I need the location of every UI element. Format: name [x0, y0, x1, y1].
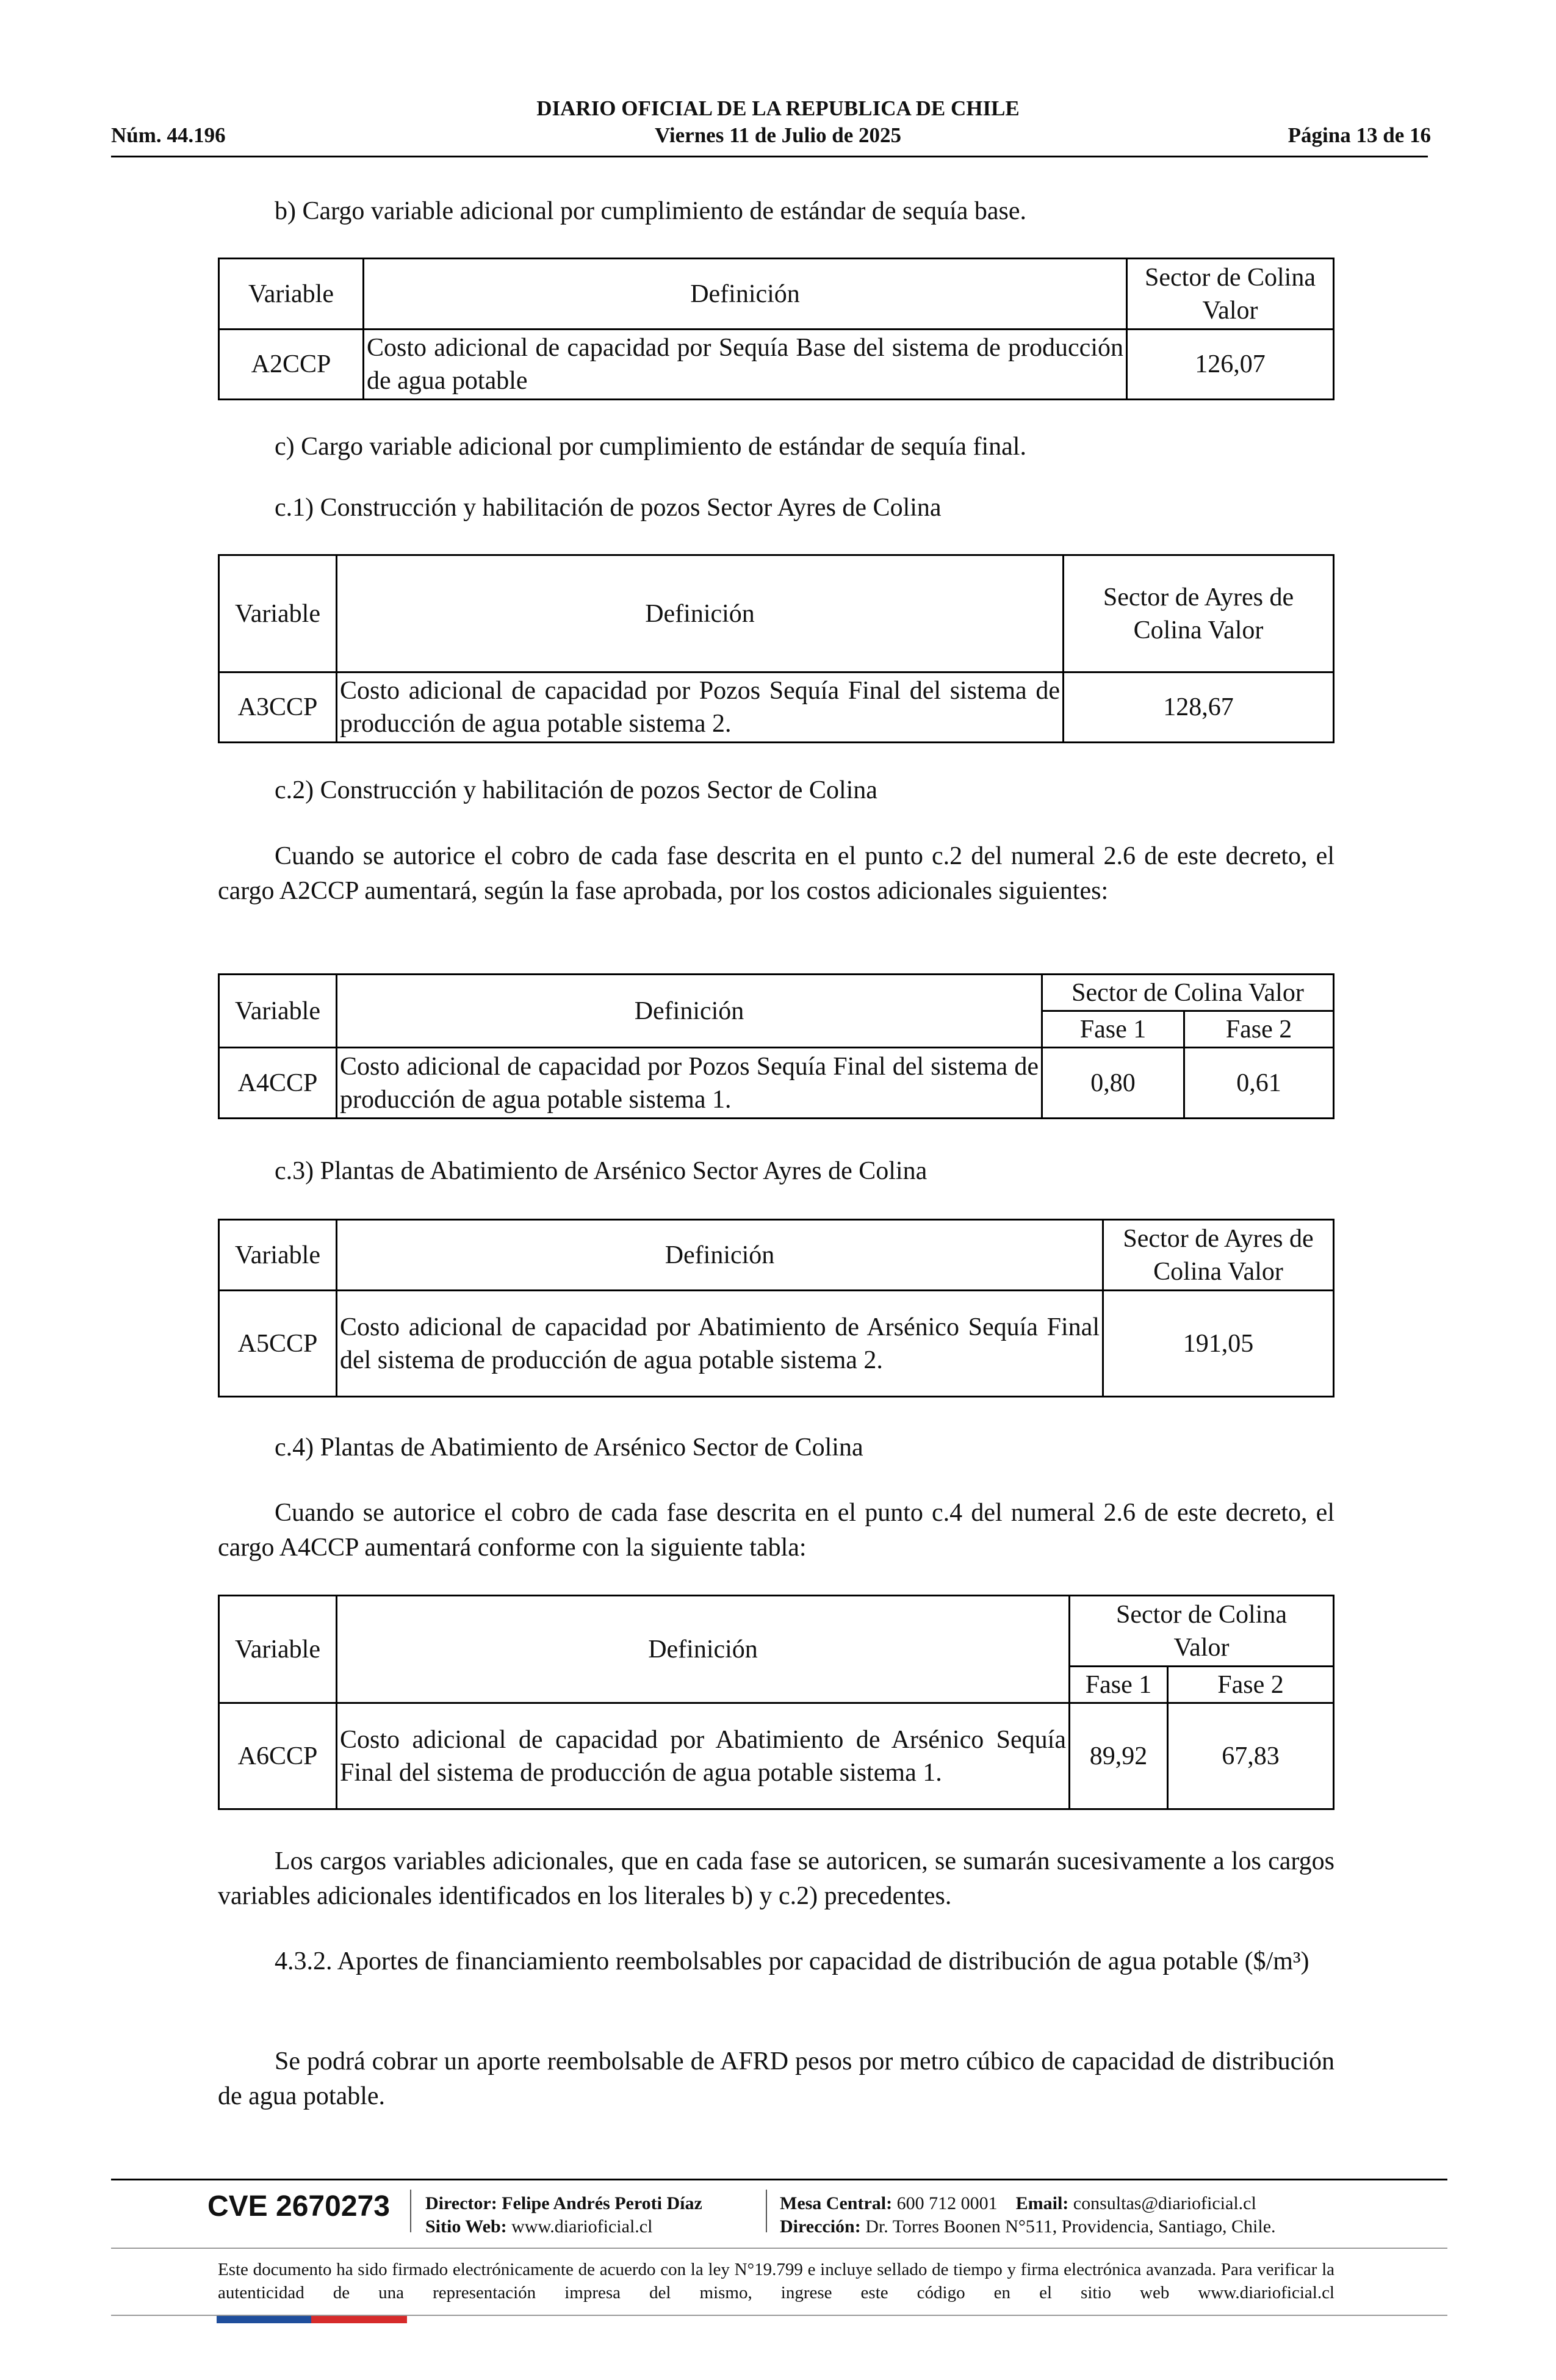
paragraph-afrd: Se podrá cobrar un aporte reembolsable de AFRD pesos por metro cúbico de capacidad de distribución de agua potable.	[218, 2047, 1334, 2110]
section-c2-heading: c.2) Construcción y habilitación de pozos Sector de Colina	[275, 776, 877, 804]
col-value	[1127, 259, 1334, 330]
section-c1-heading: c.1) Construcción y habilitación de pozos Sector Ayres de Colina	[275, 494, 942, 522]
web-label: Sitio Web:	[425, 2216, 507, 2237]
footer-contact-block	[780, 2192, 1276, 2238]
table-c3	[218, 1219, 1334, 1397]
col-definicion: Definición	[337, 1596, 1070, 1703]
footer-director-block	[425, 2192, 702, 2238]
email-label: Email:	[1015, 2193, 1069, 2213]
col-variable: Variable	[219, 1220, 337, 1291]
section-c-heading: c) Cargo variable adicional por cumplimiento de estándar de sequía final.	[275, 433, 1026, 461]
row-variable: A3CCP	[219, 673, 337, 743]
row-fase-1: 0,80	[1042, 1048, 1184, 1119]
row-definicion: Costo adicional de capacidad por Abatimiento de Arsénico Sequía Final del sistema de producción de agua potable sistema 2.	[337, 1291, 1103, 1397]
direccion-value: Dr. Torres Boonen N°511, Providencia, Santiago, Chile.	[865, 2216, 1276, 2237]
newspaper-title: DIARIO OFICIAL DE LA REPUBLICA DE CHILE	[536, 96, 1020, 120]
col-variable: Variable	[219, 1596, 337, 1703]
col-value	[1070, 1596, 1334, 1667]
section-c3-heading: c.3) Plantas de Abatimiento de Arsénico Sector Ayres de Colina	[275, 1157, 927, 1185]
col-definicion: Definición	[337, 555, 1064, 673]
cve-code: CVE 2670273	[207, 2190, 390, 2223]
footer-top-rule	[111, 2179, 1447, 2180]
row-definicion: Costo adicional de capacidad por Abatimiento de Arsénico Sequía Final del sistema de producción de agua potable sistema 1.	[337, 1703, 1070, 1809]
col-value: Sector de Colina Valor	[1042, 975, 1334, 1011]
section-b-heading: b) Cargo variable adicional por cumplimiento de estándar de sequía base.	[275, 197, 1026, 225]
row-variable: A5CCP	[219, 1291, 337, 1397]
section-c4-intro: Cuando se autorice el cobro de cada fase descrita en el punto c.4 del numeral 2.6 de este decreto, el cargo A4CCP aumentará conforme con la siguiente tabla:	[218, 1499, 1334, 1562]
paragraph-4-3-2-heading: 4.3.2. Aportes de financiamiento reembolsables por capacidad de distribución de agua potable ($/m³)	[275, 1947, 1309, 1975]
col-value-line-1: Sector de Ayres de	[1103, 583, 1294, 611]
row-value: 191,05	[1103, 1291, 1334, 1397]
col-value-line-1: Sector de Colina	[1116, 1600, 1287, 1629]
paragraph-cargos-sucesivos: Los cargos variables adicionales, que en cada fase se autoricen, se sumarán sucesivamente a los cargos variables adicionales identificados en los literales b) y c.2) precedentes.	[218, 1847, 1334, 1910]
section-c2-intro: Cuando se autorice el cobro de cada fase descrita en el punto c.2 del numeral 2.6 de este decreto, el cargo A2CCP aumentará, según la fase aprobada, por los costos adicionales siguientes:	[218, 842, 1334, 905]
footer-separator	[766, 2190, 767, 2232]
mesa-phone: 600 712 0001	[896, 2193, 998, 2213]
row-variable: A6CCP	[219, 1703, 337, 1809]
col-value	[1064, 555, 1334, 673]
col-definicion: Definición	[337, 975, 1042, 1048]
col-variable: Variable	[219, 259, 364, 330]
row-fase-1: 89,92	[1070, 1703, 1168, 1809]
col-fase-1: Fase 1	[1042, 1011, 1184, 1048]
row-fase-2: 0,61	[1184, 1048, 1334, 1119]
col-value-line-1: Sector de Colina	[1145, 263, 1316, 292]
row-variable: A4CCP	[219, 1048, 337, 1119]
table-b	[218, 258, 1334, 400]
director-label: Director:	[425, 2193, 497, 2213]
header-rule	[111, 156, 1428, 157]
col-variable: Variable	[219, 555, 337, 673]
footer-mid-rule	[111, 2248, 1447, 2249]
section-c4-heading: c.4) Plantas de Abatimiento de Arsénico Sector de Colina	[275, 1433, 863, 1462]
row-value: 128,67	[1064, 673, 1334, 743]
web-link[interactable]: www.diarioficial.cl	[511, 2216, 653, 2237]
flag-bar-red	[311, 2316, 407, 2323]
col-value-line-2: Valor	[1173, 1633, 1230, 1662]
col-variable: Variable	[219, 975, 337, 1048]
issue-date: Viernes 11 de Julio de 2025	[654, 123, 902, 147]
director-name: Felipe Andrés Peroti Díaz	[502, 2193, 702, 2213]
email-link[interactable]: consultas@diarioficial.cl	[1073, 2193, 1256, 2213]
flag-bar-blue	[217, 2316, 311, 2323]
col-definicion: Definición	[364, 259, 1127, 330]
table-c2	[218, 973, 1334, 1119]
table-c4	[218, 1595, 1334, 1810]
footer-separator	[410, 2190, 411, 2232]
row-definicion: Costo adicional de capacidad por Pozos Sequía Final del sistema de producción de agua potable sistema 2.	[337, 673, 1064, 743]
col-value-line-2: Colina Valor	[1133, 616, 1264, 644]
issue-number: Núm. 44.196	[111, 123, 226, 147]
footer-legal-note: Este documento ha sido firmado electrónicamente de acuerdo con la ley N°19.799 e incluye sellado de tiempo y firma electrónica avanzada. Para verificar la autenticidad de una representación impresa del mismo, ingrese este código en el sitio web www.diarioficial.cl	[218, 2260, 1334, 2302]
col-definicion: Definición	[337, 1220, 1103, 1291]
table-c1	[218, 554, 1334, 743]
col-fase-2: Fase 2	[1168, 1667, 1334, 1703]
col-value-line-2: Valor	[1202, 296, 1258, 325]
col-value-line-2: Colina Valor	[1153, 1257, 1283, 1286]
row-definicion: Costo adicional de capacidad por Pozos Sequía Final del sistema de producción de agua potable sistema 1.	[337, 1048, 1042, 1119]
row-definicion: Costo adicional de capacidad por Sequía Base del sistema de producción de agua potable	[364, 330, 1127, 400]
row-fase-2: 67,83	[1168, 1703, 1334, 1809]
row-value: 126,07	[1127, 330, 1334, 400]
page-number: Página 13 de 16	[1288, 123, 1431, 147]
mesa-label: Mesa Central:	[780, 2193, 893, 2213]
direccion-label: Dirección:	[780, 2216, 861, 2237]
col-value	[1103, 1220, 1334, 1291]
col-value-line-1: Sector de Ayres de	[1123, 1224, 1314, 1253]
col-fase-1: Fase 1	[1070, 1667, 1168, 1703]
row-variable: A2CCP	[219, 330, 364, 400]
col-fase-2: Fase 2	[1184, 1011, 1334, 1048]
